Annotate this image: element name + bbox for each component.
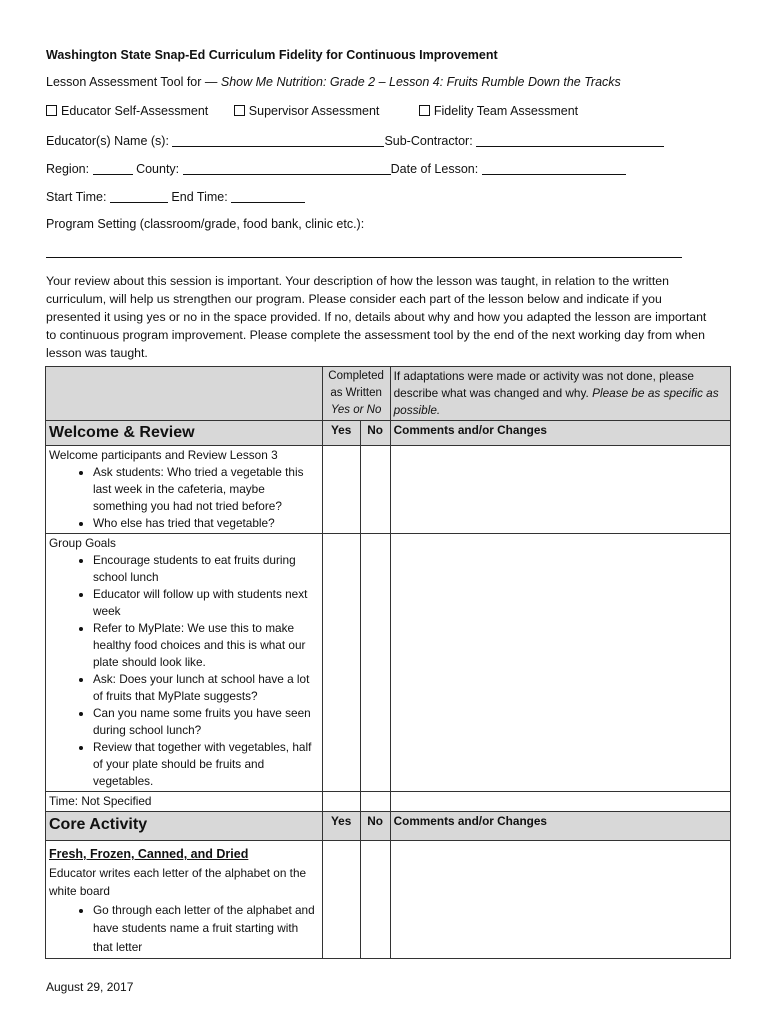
start-time-label: Start Time: xyxy=(46,190,107,204)
adaptation-text: If adaptations were made or activity was not done, please describe what was changed and why. xyxy=(393,369,694,400)
educator-name-field[interactable] xyxy=(172,134,384,147)
table-row xyxy=(46,534,731,792)
no-cell[interactable] xyxy=(360,841,390,959)
date-field[interactable] xyxy=(482,162,626,175)
core-activity-content xyxy=(46,841,323,959)
lesson-subtitle xyxy=(46,75,621,89)
educator-row xyxy=(46,134,664,148)
no-cell[interactable] xyxy=(360,534,390,792)
comments-column-label: Comments and/or Changes xyxy=(390,812,730,841)
yes-cell[interactable] xyxy=(322,446,360,534)
section-title-welcome: Welcome & Review xyxy=(46,421,323,446)
assessment-type-options xyxy=(46,104,600,118)
yes-or-no-label: Yes or No xyxy=(330,404,382,416)
welcome-review-content xyxy=(46,446,323,534)
county-label: County: xyxy=(136,162,180,176)
option-label: Fidelity Team Assessment xyxy=(433,104,579,118)
no-cell[interactable] xyxy=(360,446,390,534)
adaptation-italic: Please be as specific as possible. xyxy=(393,386,719,417)
section-header-core xyxy=(46,812,731,841)
yes-cell[interactable] xyxy=(322,534,360,792)
option-label: Educator Self-Assessment xyxy=(61,104,209,118)
comments-cell[interactable] xyxy=(390,792,730,812)
educator-label: Educator(s) Name (s): xyxy=(46,134,169,148)
subcontractor-label: Sub-Contractor: xyxy=(384,134,473,148)
assessment-table xyxy=(45,366,731,959)
region-row xyxy=(46,162,626,176)
region-label: Region: xyxy=(46,162,90,176)
no-column-label: No xyxy=(360,421,390,446)
block-text: Educator writes each letter of the alphabet on the white board xyxy=(49,865,307,898)
no-column-label: No xyxy=(360,812,390,841)
header-blank-cell xyxy=(46,367,323,421)
comments-cell[interactable] xyxy=(390,841,730,959)
no-cell[interactable] xyxy=(360,792,390,812)
lesson-name: Show Me Nutrition: Grade 2 – Lesson 4: Fruits Rumble Down the Tracks xyxy=(220,75,621,89)
option-supervisor[interactable] xyxy=(234,104,380,118)
completed-label: Completed as Written xyxy=(328,370,384,399)
list-item: • Refer to MyPlate: We use this to make healthy food choices and this is what our plate should look like. xyxy=(93,620,319,671)
bullet-list xyxy=(49,552,319,790)
county-field[interactable] xyxy=(183,162,391,175)
table-header-row xyxy=(46,367,731,421)
bullet-list xyxy=(49,901,319,957)
checkbox-icon[interactable] xyxy=(46,105,57,116)
option-fidelity-team[interactable] xyxy=(419,104,578,118)
list-item: • Who else has tried that vegetable? xyxy=(93,515,319,532)
option-educator-self[interactable] xyxy=(46,104,208,118)
table-row xyxy=(46,792,731,812)
option-label: Supervisor Assessment xyxy=(248,104,380,118)
subcontractor-field[interactable] xyxy=(476,134,664,147)
checkbox-icon[interactable] xyxy=(234,105,245,116)
program-setting-field[interactable] xyxy=(46,246,682,258)
yes-cell[interactable] xyxy=(322,792,360,812)
document-title: Washington State Snap-Ed Curriculum Fidelity for Continuous Improvement xyxy=(46,48,498,62)
section-header-welcome xyxy=(46,421,731,446)
start-time-field[interactable] xyxy=(110,190,168,203)
comments-cell[interactable] xyxy=(390,446,730,534)
region-field[interactable] xyxy=(93,162,133,175)
block-title: Fresh, Frozen, Canned, and Dried xyxy=(49,847,249,861)
subtitle-prefix: Lesson Assessment Tool for — xyxy=(46,75,221,89)
end-time-field[interactable] xyxy=(231,190,305,203)
comments-cell[interactable] xyxy=(390,534,730,792)
list-item: • Ask students: Who tried a vegetable this last week in the cafeteria, maybe something you had not tried before? xyxy=(93,464,319,515)
yes-column-label: Yes xyxy=(322,421,360,446)
time-cell: Time: Not Specified xyxy=(46,792,323,812)
list-item: • Can you name some fruits you have seen during school lunch? xyxy=(93,705,319,739)
completed-header xyxy=(322,367,390,421)
intro-paragraph: Your review about this session is important. Your description of how the lesson was taught, in relation to the written curriculum, will help us strengthen our program. Please consider each part of the lesson below and indicate if you presented it using yes or no in the space provided. If no, details about why and how you adapted the lesson are important to continuous program improvement. Please complete the assessment tool by the end of the next working day from when lesson was taught. xyxy=(46,274,707,360)
block-title: Welcome participants and Review Lesson 3 xyxy=(49,448,278,462)
footer-date: August 29, 2017 xyxy=(46,980,134,994)
table-row xyxy=(46,841,731,959)
list-item: • Ask: Does your lunch at school have a lot of fruits that MyPlate suggests? xyxy=(93,671,319,705)
bullet-list xyxy=(49,464,319,532)
list-item: • Encourage students to eat fruits during school lunch xyxy=(93,552,319,586)
list-item: • Review that together with vegetables, half of your plate should be fruits and vegetables. xyxy=(93,739,319,790)
program-setting-label: Program Setting (classroom/grade, food bank, clinic etc.): xyxy=(46,217,365,231)
date-label: Date of Lesson: xyxy=(390,162,479,176)
section-title-core: Core Activity xyxy=(46,812,323,841)
adaptation-header xyxy=(390,367,730,421)
time-row xyxy=(46,190,305,204)
list-item: • Educator will follow up with students next week xyxy=(93,586,319,620)
yes-cell[interactable] xyxy=(322,841,360,959)
comments-column-label: Comments and/or Changes xyxy=(390,421,730,446)
table-row xyxy=(46,446,731,534)
checkbox-icon[interactable] xyxy=(419,105,430,116)
group-goals-content xyxy=(46,534,323,792)
yes-column-label: Yes xyxy=(322,812,360,841)
end-time-label: End Time: xyxy=(171,190,228,204)
list-item: • Go through each letter of the alphabet and have students name a fruit starting with that letter xyxy=(93,901,319,957)
block-title: Group Goals xyxy=(49,536,116,550)
